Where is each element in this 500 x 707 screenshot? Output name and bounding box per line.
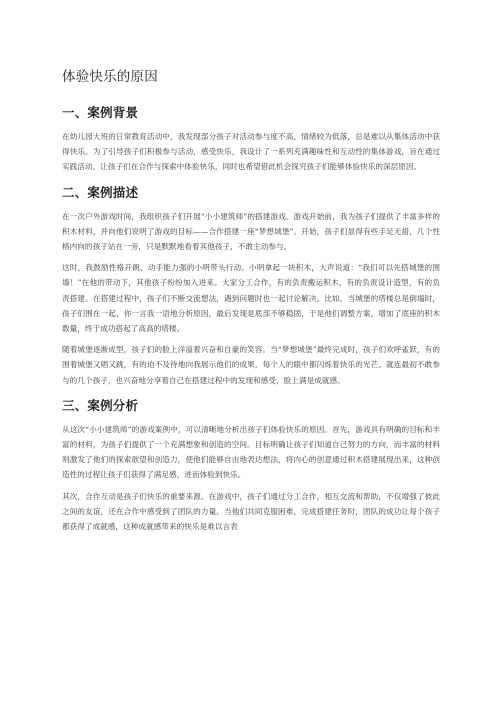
paragraph: 在一次户外游戏时间，我组织孩子们开展“小小建筑师”的搭建游戏。游戏开始前，我为孩子们提供了丰富多样的积木材料，并向他们说明了游戏的目标——合作搭建一座“梦想城堡”。开始，孩子们显得有些手足无措，几个性格内向的孩子站在一旁，只是默默地看着其他孩子，不敢主动参与。	[62, 211, 440, 252]
section-heading: 一、案例背景	[62, 105, 139, 120]
section-heading: 三、案例分析	[62, 397, 139, 413]
document-page	[62, 68, 440, 544]
paragraph: 随着城堡逐渐成型，孩子们的脸上洋溢着兴奋和自豪的笑容。当“梦想城堡”最终完成时，孩子们欢呼雀跃，有的围着城堡又唱又跳，有的迫不及待地向我展示他们的成果，每个人的眼中都闪烁着快乐的光芒。就连最初不敢参与的几个孩子，也兴奋地分享着自己在搭建过程中的发现和感受，脸上满是成就感。	[62, 345, 440, 385]
paragraph: 在幼儿园大班的日常教育活动中，我发现部分孩子对活动参与度不高，情绪较为低落，总是难以从集体活动中获得快乐。为了引导孩子们积极参与活动，感受快乐，我设计了一系列充满趣味性和互动性的集体游戏，旨在通过实践活动，让孩子们在合作与探索中体验快乐，同时也希望借此机会探究孩子们能够体验快乐的深层原因。	[62, 132, 440, 172]
paragraph: 从这次“小小建筑师”的游戏案例中，可以清晰地分析出孩子们体验快乐的原因。首先，游戏具有明确的目标和丰富的材料，为孩子们提供了一个充满想象和创造的空间。目标明确让孩子们知道自己努力的方向，而丰富的材料则激发了他们的探索欲望和创造力，使他们能够自由地表达想法，将内心的创意通过积木搭建展现出来，这种创造性的过程让孩子们获得了满足感，进而体验到快乐。	[62, 424, 440, 480]
paragraph: 其次，合作互动是孩子们快乐的重要来源。在游戏中，孩子们通过分工合作，相互交流和帮助，不仅增强了彼此之间的友谊，还在合作中感受到了团队的力量。当他们共同克服困难，完成搭建任务时，团队的成功让每个孩子都获得了成就感，这种成就感带来的快乐是难以言表	[62, 491, 440, 532]
section-analysis	[62, 398, 440, 534]
section-description	[62, 185, 440, 388]
section-background	[62, 105, 440, 175]
section-heading: 二、案例描述	[62, 184, 139, 200]
paragraph: 这时，我鼓励性格开朗、动手能力强的小明带头行动。小明拿起一块积木，大声说道：“我们可以先搭城堡的围墙！”在他的带动下，其他孩子纷纷加入进来。大家分工合作，有的负责搬运积木，有的负责设计造型，有的负责搭建。在搭建过程中，孩子们不断交流想法，遇到问题时也一起讨论解决。比如，当城堡的塔楼总是倒塌时，孩子们围在一起，你一言我一语地分析原因，最后发现是底部不够稳固，于是他们调整方案，增加了底座的积木数量，终于成功搭起了高高的塔楼。	[62, 263, 440, 334]
document-title: 体验快乐的原因	[62, 69, 158, 85]
